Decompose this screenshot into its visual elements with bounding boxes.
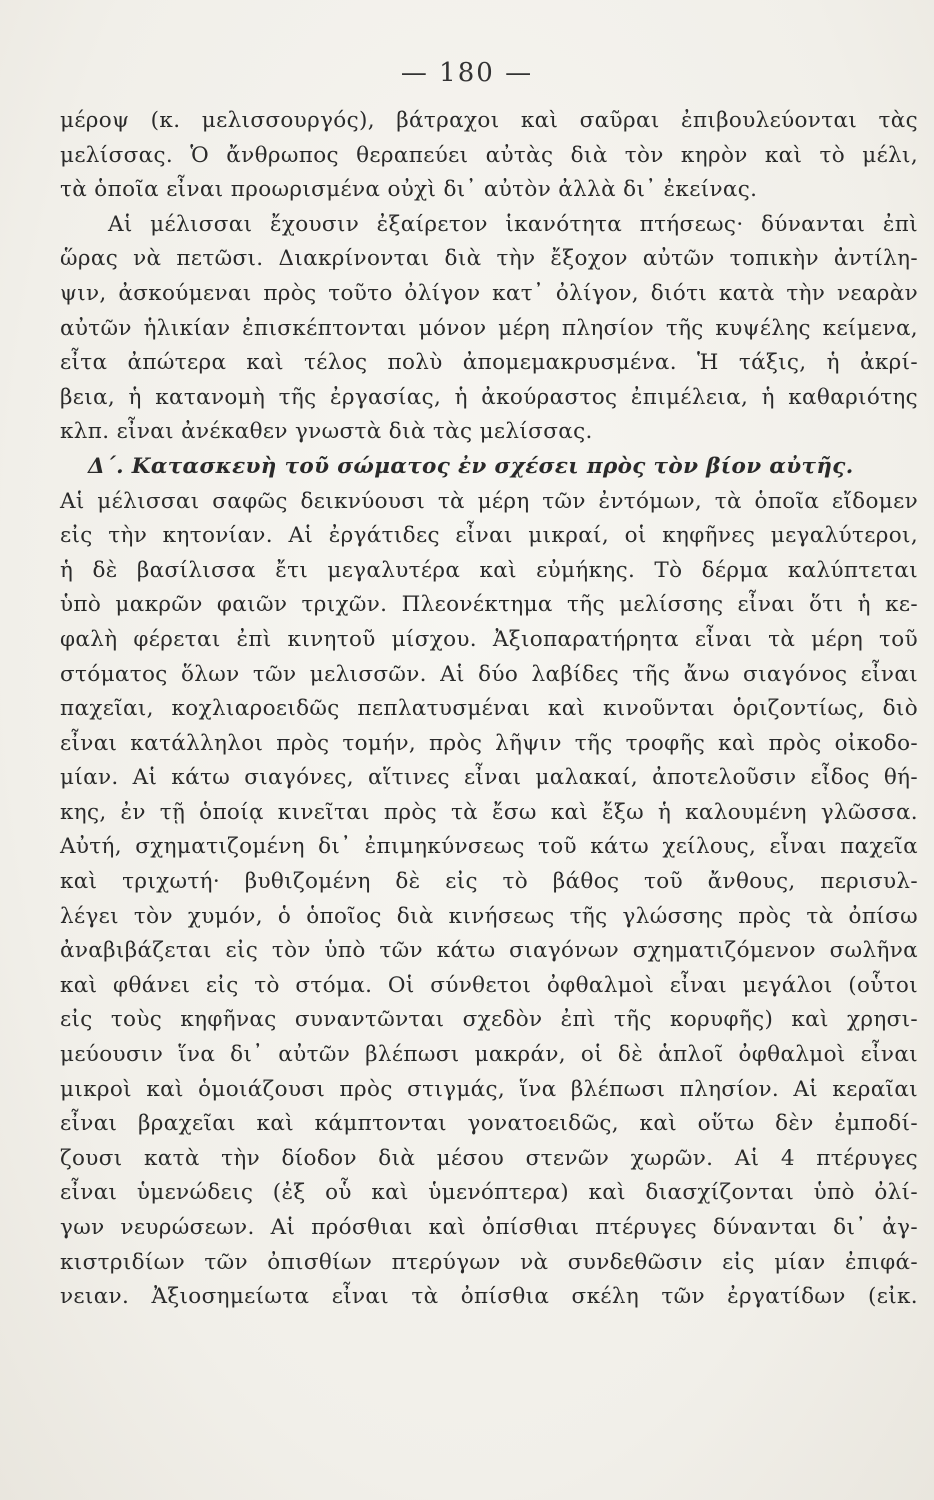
- text-line: λέγει τὸν χυμόν, ὁ ὁποῖος διὰ κινήσεως τῆς γλώσσης πρὸς τὰ ὀπίσω: [60, 903, 918, 929]
- text-line: παχεῖαι, κοχλιαροειδῶς πεπλατυσμέναι καὶ κινοῦνται ὁριζοντίως, διὸ: [60, 696, 918, 722]
- text-line: εἰς τὴν κητονίαν. Αἱ ἐργάτιδες εἶναι μικραί, οἱ κηφῆνες μεγαλύτεροι,: [60, 523, 918, 549]
- page-number: — 180 —: [400, 58, 534, 88]
- text-line: γων νευρώσεων. Αἱ πρόσθιαι καὶ ὀπίσθιαι πτέρυγες δύνανται δι᾽ ἀγ-: [60, 1215, 918, 1240]
- text-line: εἶναι κατάλληλοι πρὸς τομήν, πρὸς λῆψιν τῆς τροφῆς καὶ πρὸς οἰκοδο-: [60, 730, 918, 756]
- text-line: ζουσι κατὰ τὴν δίοδον διὰ μέσου στενῶν χωρῶν. Αἱ 4 πτέρυγες: [60, 1145, 918, 1171]
- text-line: μικροὶ καὶ ὁμοιάζουσι πρὸς στιγμάς, ἵνα βλέπωσι πλησίον. Αἱ κεραῖαι: [60, 1076, 918, 1102]
- text-line: νειαν. Ἀξιοσημείωτα εἶναι τὰ ὀπίσθια σκέλη τῶν ἐργατίδων (εἰκ.: [60, 1284, 918, 1310]
- text-line: εἶναι ὑμενώδεις (ἐξ οὗ καὶ ὑμενόπτερα) καὶ διασχίζονται ὑπὸ ὀλί-: [60, 1180, 918, 1206]
- text-line: κλπ. εἶναι ἀνέκαθεν γνωστὰ διὰ τὰς μελίσσας.: [60, 419, 593, 445]
- section-heading: Δ΄. Κατασκευὴ τοῦ σώματος ἐν σχέσει πρὸς τὸν βίον αὐτῆς.: [88, 453, 854, 479]
- text-line: ὥρας νὰ πετῶσι. Διακρίνονται διὰ τὴν ἔξοχον αὐτῶν τοπικὴν ἀντίλη-: [60, 246, 918, 272]
- text-line: μελίσσας. Ὁ ἄνθρωπος θεραπεύει αὐτὰς διὰ τὸν κηρὸν καὶ τὸ μέλι,: [60, 142, 918, 168]
- text-line: μέροψ (κ. μελισσουργός), βάτραχοι καὶ σαῦραι ἐπιβουλεύονται τὰς: [60, 108, 918, 133]
- text-line: φαλὴ φέρεται ἐπὶ κινητοῦ μίσχου. Ἀξιοπαρατήρητα εἶναι τὰ μέρη τοῦ: [60, 626, 918, 652]
- text-line: κιστριδίων τῶν ὀπισθίων πτερύγων νὰ συνδεθῶσιν εἰς μίαν ἐπιφά-: [60, 1249, 918, 1275]
- text-line: καὶ τριχωτή· βυθιζομένη δὲ εἰς τὸ βάθος τοῦ ἄνθους, περισυλ-: [60, 869, 918, 895]
- text-line: στόματος ὅλων τῶν μελισσῶν. Αἱ δύο λαβίδες τῆς ἄνω σιαγόνος εἶναι: [60, 661, 918, 687]
- text-line: μεύουσιν ἵνα δι᾽ αὐτῶν βλέπωσι μακράν, οἱ δὲ ἁπλοῖ ὀφθαλμοὶ εἶναι: [60, 1042, 918, 1068]
- text-line: εἶναι βραχεῖαι καὶ κάμπτονται γονατοειδῶς, καὶ οὕτω δὲν ἐμποδί-: [60, 1111, 918, 1137]
- body-text: [60, 104, 918, 1315]
- text-line: κης, ἐν τῇ ὁποίᾳ κινεῖται πρὸς τὰ ἔσω καὶ ἔξω ἡ καλουμένη γλῶσσα.: [60, 799, 918, 825]
- text-line: ἀναβιβάζεται εἰς τὸν ὑπὸ τῶν κάτω σιαγόνων σχηματιζόμενον σωλῆνα: [60, 938, 918, 964]
- text-line: αὐτῶν ἡλικίαν ἐπισκέπτονται μόνον μέρη πλησίον τῆς κυψέλης κείμενα,: [60, 315, 918, 341]
- text-line: ἡ δὲ βασίλισσα ἔτι μεγαλυτέρα καὶ εὐμήκης. Τὸ δέρμα καλύπτεται: [60, 557, 918, 583]
- text-line: ψιν, ἀσκούμεναι πρὸς τοῦτο ὀλίγον κατ᾽ ὀλίγον, διότι κατὰ τὴν νεαρὰν: [60, 280, 918, 306]
- text-line: μίαν. Αἱ κάτω σιαγόνες, αἵτινες εἶναι μαλακαί, ἀποτελοῦσιν εἶδος θή-: [60, 765, 918, 791]
- text-line: εἰς τοὺς κηφῆνας συναντῶνται σχεδὸν ἐπὶ τῆς κορυφῆς) καὶ χρησι-: [60, 1007, 918, 1033]
- text-line: βεια, ἡ κατανομὴ τῆς ἐργασίας, ἡ ἀκούραστος ἐπιμέλεια, ἡ καθαριότης: [60, 384, 918, 410]
- text-line: Αἱ μέλισσαι σαφῶς δεικνύουσι τὰ μέρη τῶν ἐντόμων, τὰ ὁποῖα εἴδομεν: [60, 488, 918, 514]
- text-line: εἶτα ἀπώτερα καὶ τέλος πολὺ ἀπομεμακρυσμένα. Ἡ τάξις, ἡ ἀκρί-: [60, 350, 918, 376]
- text-line: Αἱ μέλισσαι ἔχουσιν ἐξαίρετον ἱκανότητα πτήσεως· δύνανται ἐπὶ: [108, 211, 918, 237]
- text-line: Αὐτή, σχηματιζομένη δι᾽ ἐπιμηκύνσεως τοῦ κάτω χείλους, εἶναι παχεῖα: [60, 834, 918, 860]
- text-line: ὑπὸ μακρῶν φαιῶν τριχῶν. Πλεονέκτημα τῆς μελίσσης εἶναι ὅτι ἡ κε-: [60, 592, 918, 618]
- text-line: καὶ φθάνει εἰς τὸ στόμα. Οἱ σύνθετοι ὀφθαλμοὶ εἶναι μεγάλοι (οὗτοι: [60, 972, 918, 998]
- text-line: τὰ ὁποῖα εἶναι προωρισμένα οὐχὶ δι᾽ αὐτὸν ἀλλὰ δι᾽ ἐκείνας.: [60, 177, 758, 203]
